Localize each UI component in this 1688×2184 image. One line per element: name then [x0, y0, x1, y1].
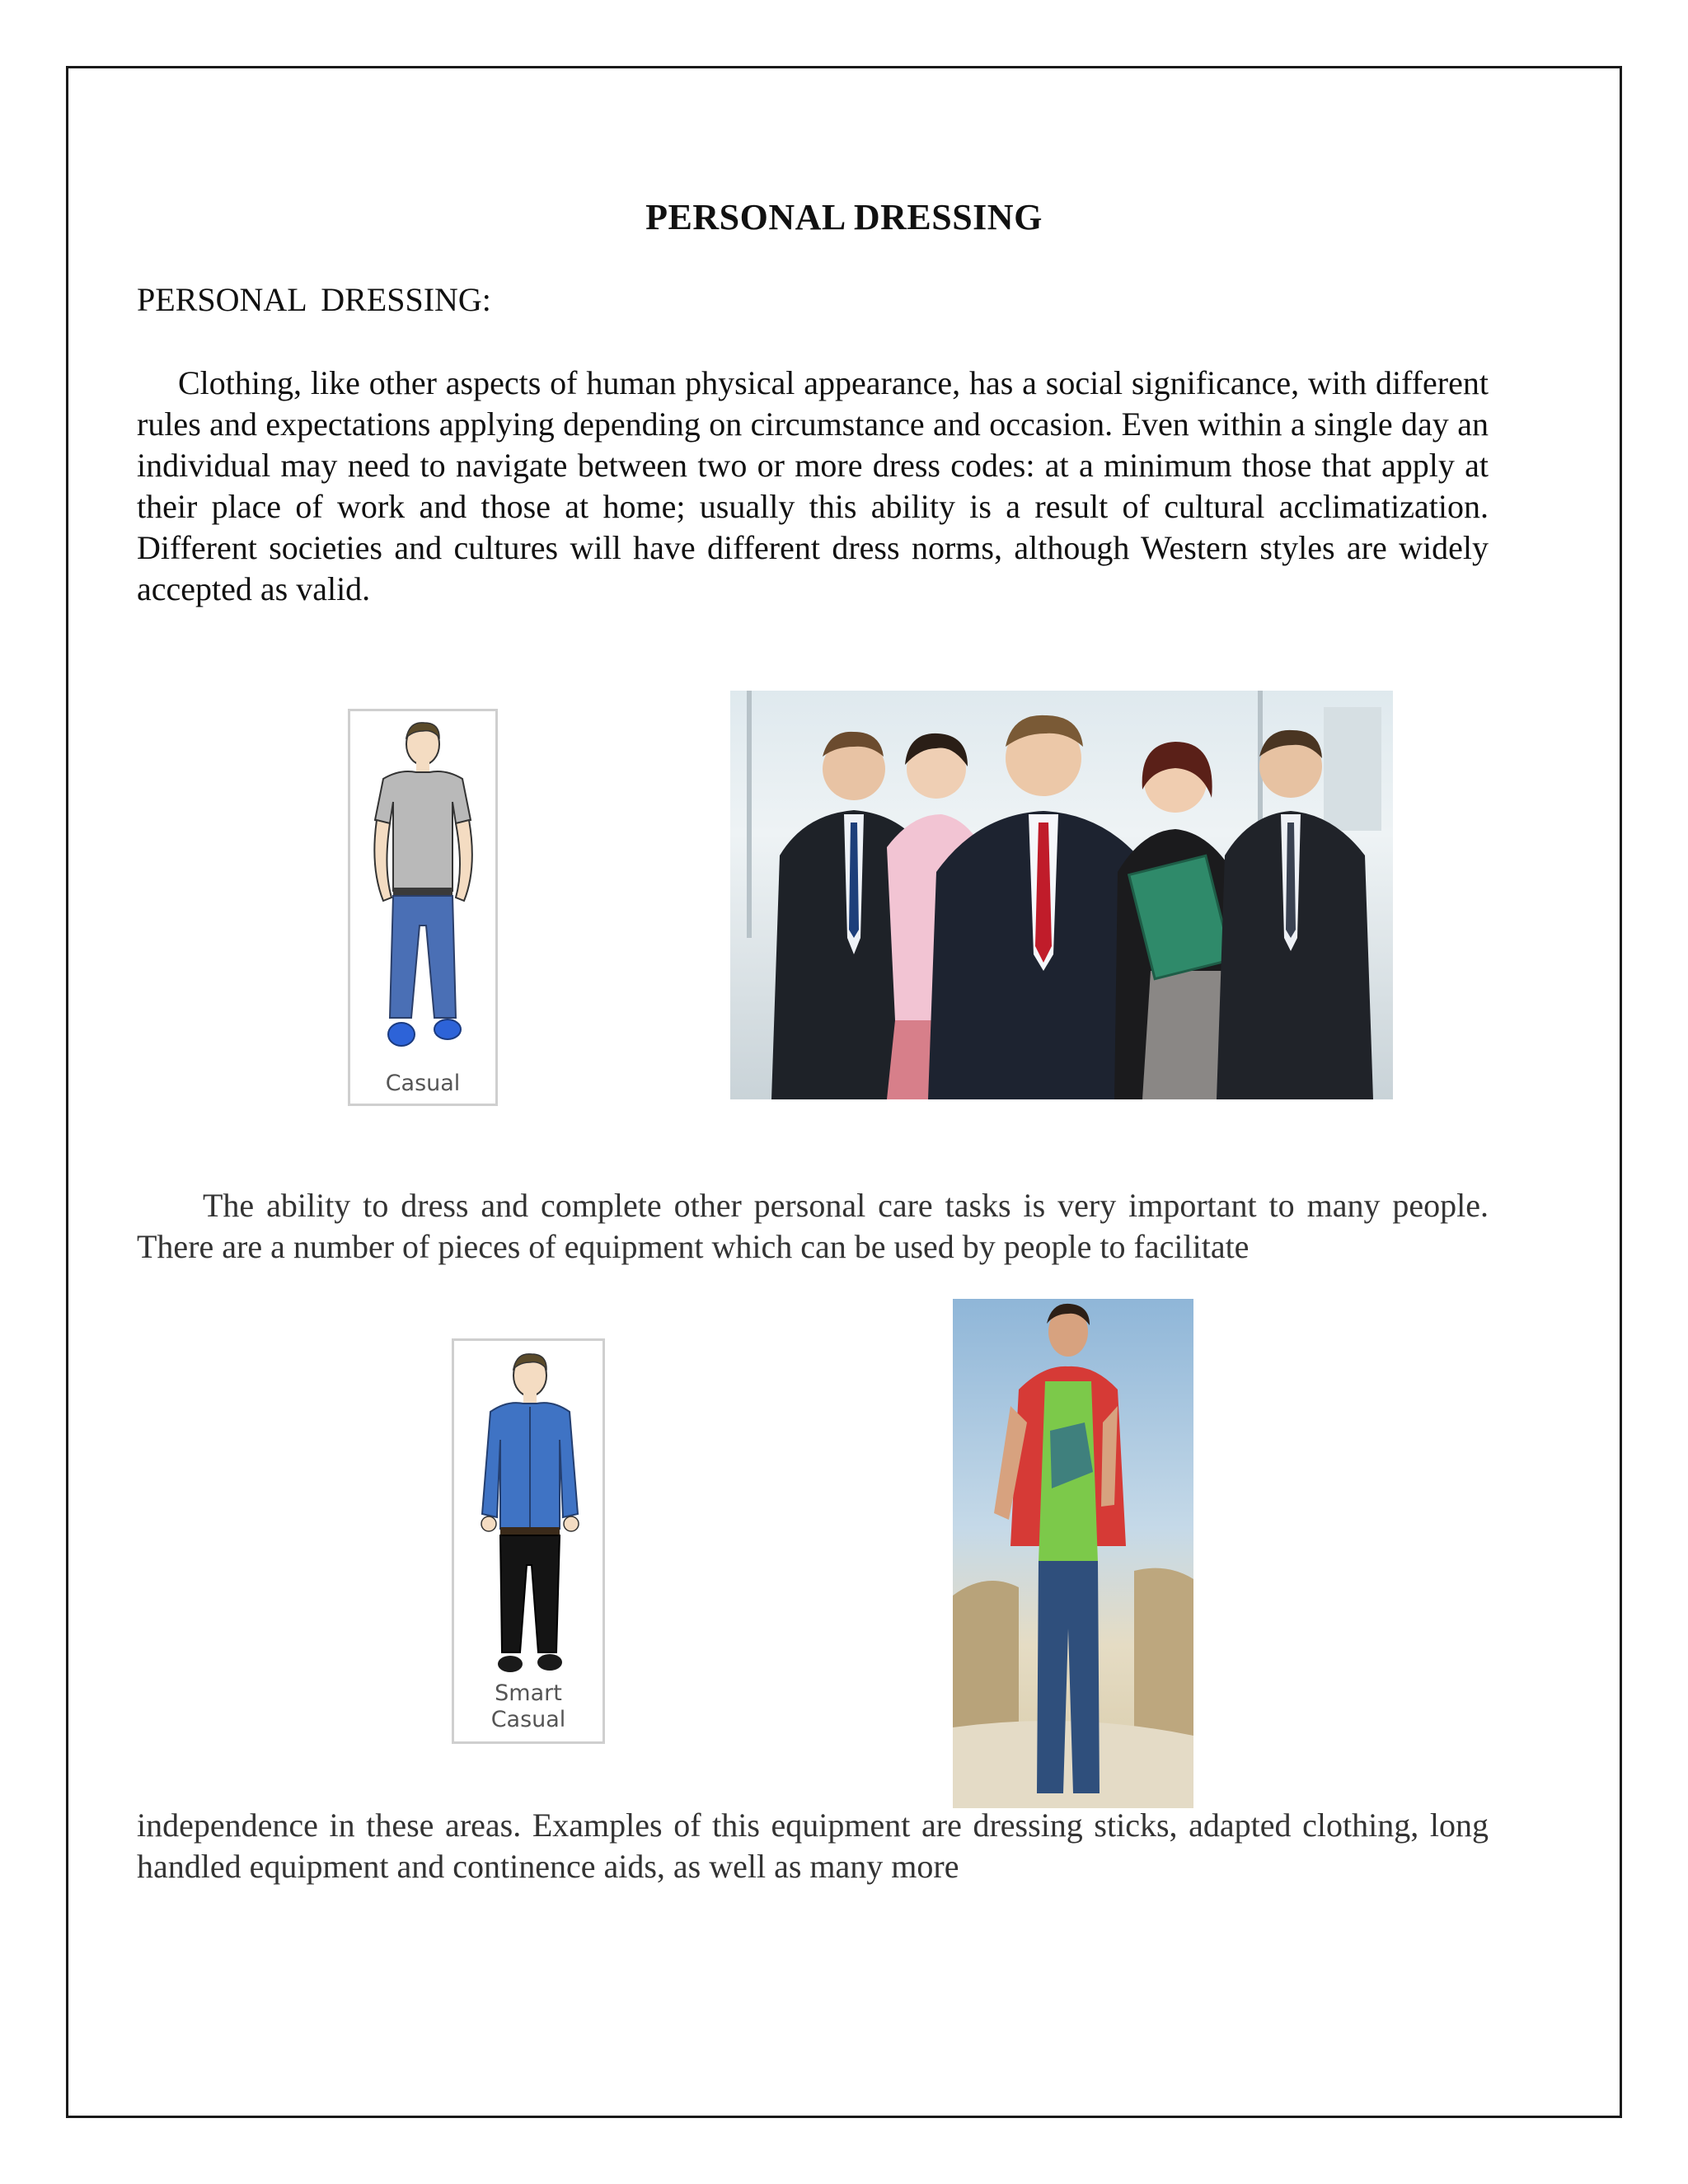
- paragraph-personal-care: The ability to dress and complete other personal care tasks is very important to many people. There are a number of pieces of equipment which can be used by people to facilitate: [137, 1187, 1489, 1265]
- casual-dress-illustration: [348, 709, 498, 1106]
- young-man-beach-icon: [953, 1299, 1193, 1808]
- paragraph-clothing-significance: Clothing, like other aspects of human physical appearance, has a social significance, with different rules and expectations applying depending on circumstance and occasion. Even within a single day an individual may need to navigate between two or more dress codes: at a minimum those that apply at their place of work and those at home; usually this ability is a result of cultural acclimatization. Different societies and cultures will have different dress norms, although Western styles are widely accepted as valid.: [137, 364, 1489, 607]
- page-title: PERSONAL DRESSING: [645, 197, 1043, 237]
- smart-casual-caption-line1: Smart: [495, 1680, 562, 1706]
- smart-casual-caption-line2: Casual: [490, 1707, 566, 1732]
- smart-casual-illustration: [452, 1338, 605, 1744]
- casual-caption: Casual: [385, 1071, 461, 1096]
- paragraph-equipment-examples: independence in these areas. Examples of this equipment are dressing sticks, adapted clothing, long handled equipment and continence aids, as well as many more: [137, 1807, 1489, 1885]
- casual-beach-photo: [953, 1299, 1193, 1808]
- business-group-photo: [730, 691, 1393, 1099]
- section-heading: PERSONAL DRESSING:: [137, 281, 491, 318]
- casual-figure-icon: [350, 711, 495, 1104]
- business-people-icon: [730, 691, 1393, 1099]
